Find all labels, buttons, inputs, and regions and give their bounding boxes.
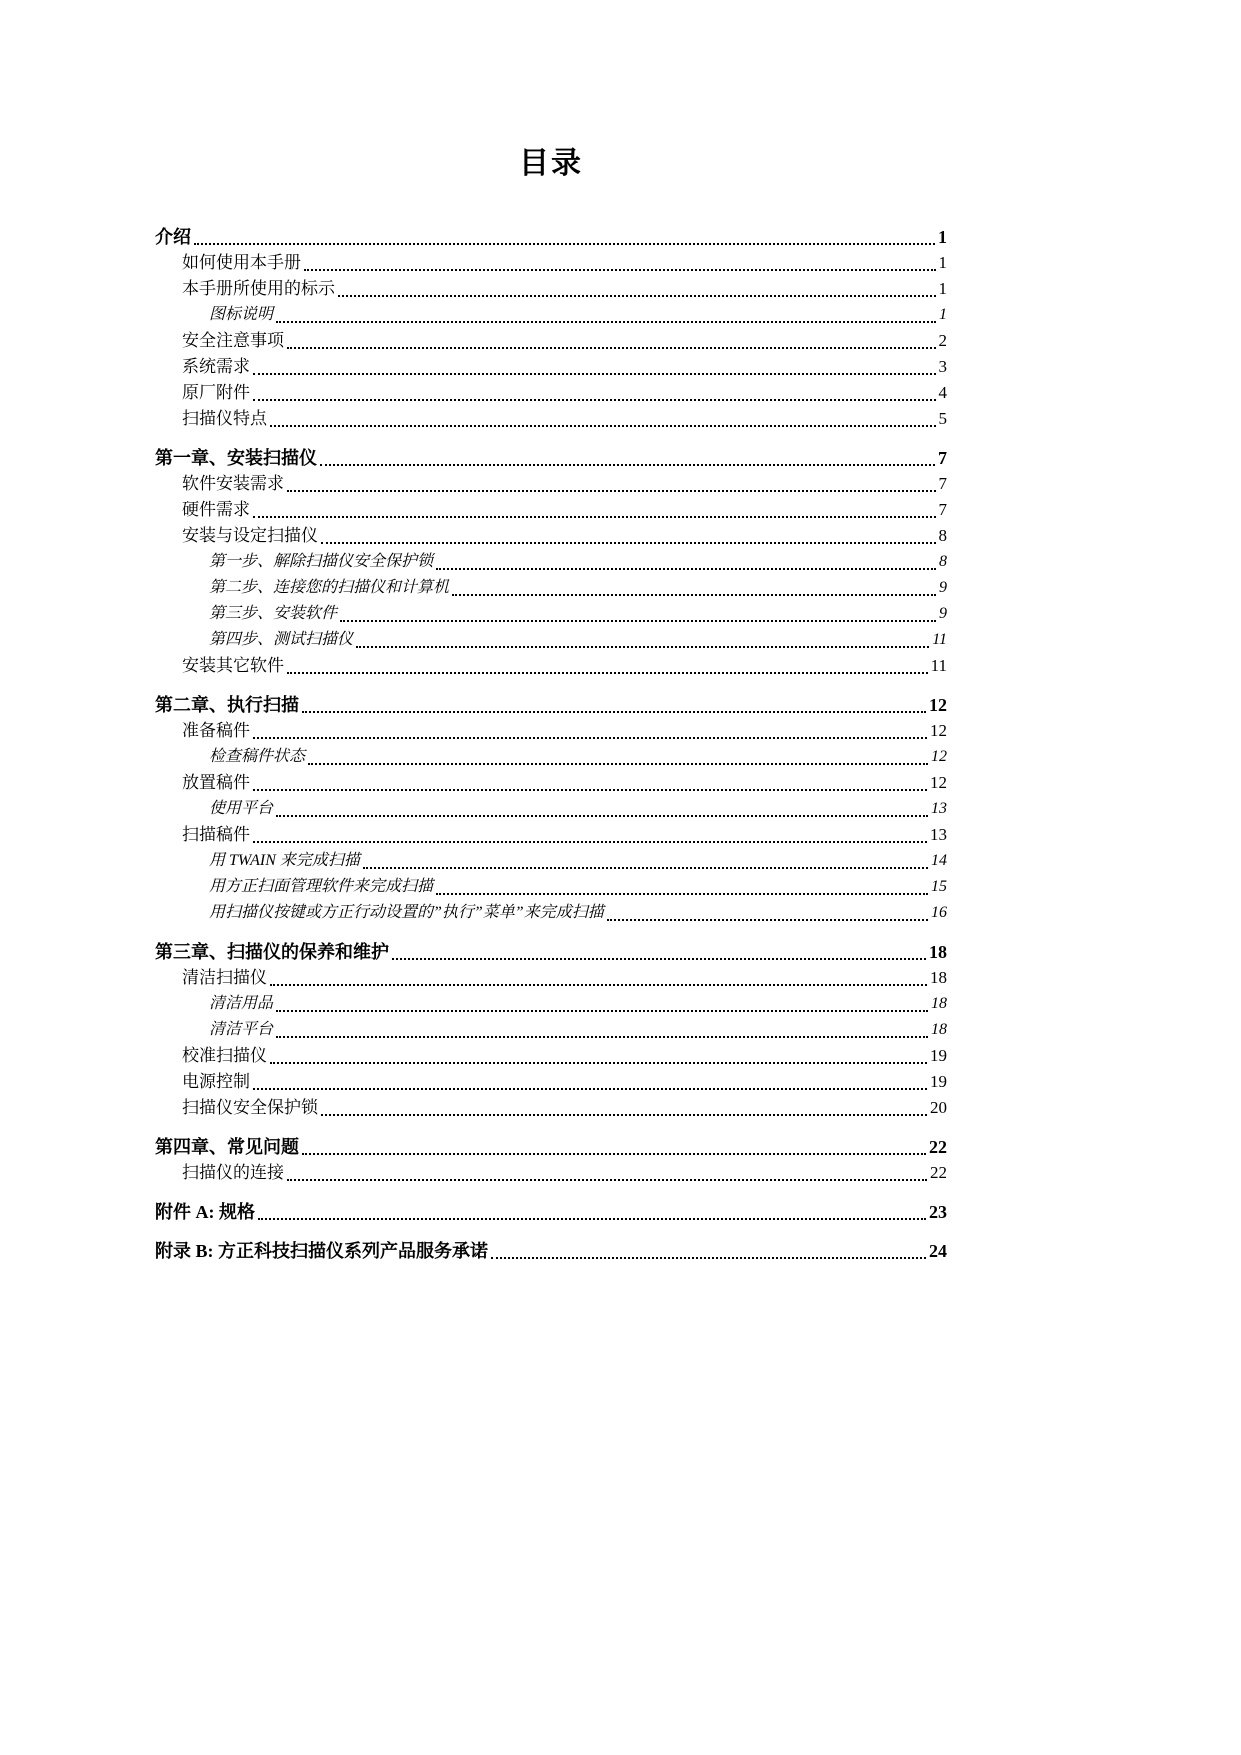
toc-dot-leader <box>287 1179 927 1181</box>
toc-entry <box>155 497 947 523</box>
toc-dot-leader <box>287 347 936 349</box>
toc-dot-leader <box>276 1036 928 1038</box>
toc-entry <box>155 276 947 302</box>
toc-entry <box>155 744 947 770</box>
toc-entry <box>155 627 947 653</box>
toc-entry-title: 第三章、扫描仪的保养和维护 <box>155 942 389 962</box>
toc-entry <box>155 874 947 900</box>
toc-entry-title: 检查稿件状态 <box>209 748 306 765</box>
toc-entry-page: 12 <box>931 748 947 765</box>
toc-entry <box>155 822 947 848</box>
toc-entry-page: 2 <box>938 331 947 350</box>
toc-entry <box>155 302 947 328</box>
toc-entry-title: 第四章、常见问题 <box>155 1137 299 1157</box>
toc-entry-page: 7 <box>938 500 947 519</box>
toc-dot-leader <box>270 1062 927 1064</box>
toc-dot-leader <box>308 763 928 765</box>
toc-entry-title: 电源控制 <box>182 1072 250 1091</box>
toc-entry <box>155 1095 947 1121</box>
toc-entry-title: 用扫描仪按键或方正行动设置的”执行”菜单”来完成扫描 <box>209 904 604 921</box>
toc-list <box>155 224 947 1264</box>
toc-entry <box>155 796 947 822</box>
toc-entry <box>155 601 947 627</box>
toc-entry <box>155 718 947 744</box>
toc-entry-title: 第四步、测试扫描仪 <box>209 631 354 648</box>
toc-dot-leader <box>491 1257 926 1259</box>
toc-entry <box>155 848 947 874</box>
toc-entry <box>155 250 947 276</box>
toc-entry-page: 15 <box>931 878 947 895</box>
toc-entry <box>155 965 947 991</box>
toc-entry <box>155 328 947 354</box>
toc-dot-leader <box>276 1010 928 1012</box>
toc-entry-title: 系统需求 <box>182 357 250 376</box>
toc-dot-leader <box>607 919 928 921</box>
toc-entry-page: 16 <box>931 904 947 921</box>
toc-entry-page: 23 <box>929 1202 947 1222</box>
toc-entry <box>155 653 947 679</box>
toc-dot-leader <box>253 789 927 791</box>
toc-entry-title: 附件 A: 规格 <box>155 1202 255 1222</box>
toc-dot-leader <box>302 711 926 713</box>
toc-dot-leader <box>452 594 936 596</box>
toc-entry <box>155 406 947 432</box>
page-content <box>155 138 947 1264</box>
toc-entry-title: 第一步、解除扫描仪安全保护锁 <box>209 553 434 570</box>
toc-entry-page: 12 <box>930 773 947 792</box>
toc-entry-page: 11 <box>932 631 947 648</box>
toc-entry-title: 放置稿件 <box>182 773 250 792</box>
toc-entry-page: 13 <box>930 825 947 844</box>
toc-entry-title: 清洁用品 <box>209 995 274 1012</box>
toc-entry-page: 7 <box>938 448 947 468</box>
toc-entry-title: 第三步、安装软件 <box>209 605 338 622</box>
toc-entry-page: 12 <box>930 721 947 740</box>
toc-entry <box>155 575 947 601</box>
toc-entry-page: 9 <box>939 605 947 622</box>
page-title: 目录 <box>519 147 583 180</box>
toc-dot-leader <box>276 321 936 323</box>
toc-entry <box>155 1238 947 1264</box>
toc-entry-title: 如何使用本手册 <box>182 253 301 272</box>
toc-entry-page: 7 <box>938 474 947 493</box>
toc-entry-title: 第二步、连接您的扫描仪和计算机 <box>209 579 450 596</box>
toc-dot-leader <box>302 1153 926 1155</box>
toc-entry-page: 24 <box>929 1241 947 1261</box>
toc-entry <box>155 1160 947 1186</box>
toc-dot-leader <box>356 646 929 648</box>
toc-entry-page: 20 <box>930 1098 947 1117</box>
toc-entry <box>155 1199 947 1225</box>
toc-dot-leader <box>253 1088 927 1090</box>
toc-entry-title: 清洁平台 <box>209 1021 274 1038</box>
toc-dot-leader <box>321 542 936 544</box>
toc-entry-page: 19 <box>930 1046 947 1065</box>
toc-dot-leader <box>253 399 936 401</box>
toc-dot-leader <box>270 425 936 427</box>
toc-entry-title: 用方正扫面管理软件来完成扫描 <box>209 878 434 895</box>
toc-dot-leader <box>436 893 928 895</box>
toc-entry-page: 5 <box>938 409 947 428</box>
toc-entry-page: 18 <box>930 968 947 987</box>
toc-entry-title: 扫描稿件 <box>182 825 250 844</box>
toc-dot-leader <box>436 568 936 570</box>
toc-entry-title: 安装与设定扫描仪 <box>182 526 318 545</box>
toc-dot-leader <box>276 815 928 817</box>
toc-entry-title: 准备稿件 <box>182 721 250 740</box>
toc-entry-title: 介绍 <box>155 227 191 247</box>
toc-entry <box>155 523 947 549</box>
toc-entry <box>155 1043 947 1069</box>
toc-entry-title: 扫描仪安全保护锁 <box>182 1098 318 1117</box>
toc-entry-title: 硬件需求 <box>182 500 250 519</box>
toc-entry <box>155 900 947 926</box>
toc-dot-leader <box>253 841 927 843</box>
toc-entry-title: 第二章、执行扫描 <box>155 695 299 715</box>
toc-dot-leader <box>304 269 936 271</box>
toc-entry-title: 用 TWAIN 来完成扫描 <box>209 852 360 869</box>
toc-dot-leader <box>340 620 936 622</box>
toc-dot-leader <box>253 373 936 375</box>
toc-entry-title: 原厂附件 <box>182 383 250 402</box>
toc-dot-leader <box>270 984 927 986</box>
toc-entry <box>155 991 947 1017</box>
toc-entry-title: 安装其它软件 <box>182 656 284 675</box>
toc-entry-page: 1 <box>938 279 947 298</box>
toc-entry-title: 第一章、安装扫描仪 <box>155 448 317 468</box>
toc-dot-leader <box>320 464 935 466</box>
toc-entry <box>155 770 947 796</box>
toc-entry-page: 14 <box>931 852 947 869</box>
toc-dot-leader <box>253 516 936 518</box>
toc-entry <box>155 380 947 406</box>
toc-entry <box>155 354 947 380</box>
toc-entry <box>155 224 947 250</box>
toc-entry-title: 清洁扫描仪 <box>182 968 267 987</box>
toc-entry-title: 扫描仪特点 <box>182 409 267 428</box>
toc-entry <box>155 471 947 497</box>
toc-entry-page: 1 <box>939 306 947 323</box>
toc-dot-leader <box>258 1218 926 1220</box>
toc-dot-leader <box>194 243 935 245</box>
toc-dot-leader <box>287 490 936 492</box>
toc-entry-title: 附录 B: 方正科技扫描仪系列产品服务承诺 <box>155 1241 488 1261</box>
toc-entry-page: 11 <box>930 656 947 675</box>
toc-dot-leader <box>363 867 928 869</box>
toc-dot-leader <box>287 672 928 674</box>
toc-entry <box>155 1134 947 1160</box>
toc-entry <box>155 1017 947 1043</box>
toc-entry-title: 使用平台 <box>209 800 274 817</box>
toc-dot-leader <box>392 958 926 960</box>
toc-entry <box>155 692 947 718</box>
toc-entry-page: 4 <box>938 383 947 402</box>
toc-dot-leader <box>338 295 936 297</box>
toc-entry-title: 本手册所使用的标示 <box>182 279 335 298</box>
toc-entry <box>155 549 947 575</box>
toc-entry-title: 图标说明 <box>209 306 274 323</box>
toc-entry-page: 8 <box>939 553 947 570</box>
toc-entry-page: 18 <box>931 1021 947 1038</box>
toc-entry-title: 软件安装需求 <box>182 474 284 493</box>
toc-entry-page: 8 <box>938 526 947 545</box>
toc-entry-page: 1 <box>938 227 947 247</box>
toc-dot-leader <box>321 1114 927 1116</box>
toc-entry <box>155 1069 947 1095</box>
toc-entry-page: 22 <box>929 1137 947 1157</box>
toc-entry-page: 22 <box>930 1163 947 1182</box>
toc-entry-page: 19 <box>930 1072 947 1091</box>
toc-entry-page: 9 <box>939 579 947 596</box>
toc-entry-page: 18 <box>931 995 947 1012</box>
toc-entry-title: 校准扫描仪 <box>182 1046 267 1065</box>
toc-entry-page: 1 <box>938 253 947 272</box>
toc-entry-page: 12 <box>929 695 947 715</box>
toc-entry-title: 安全注意事项 <box>182 331 284 350</box>
toc-entry-title: 扫描仪的连接 <box>182 1163 284 1182</box>
toc-dot-leader <box>253 737 927 739</box>
toc-entry <box>155 939 947 965</box>
toc-entry-page: 13 <box>931 800 947 817</box>
toc-entry <box>155 445 947 471</box>
toc-entry-page: 3 <box>938 357 947 376</box>
toc-entry-page: 18 <box>929 942 947 962</box>
